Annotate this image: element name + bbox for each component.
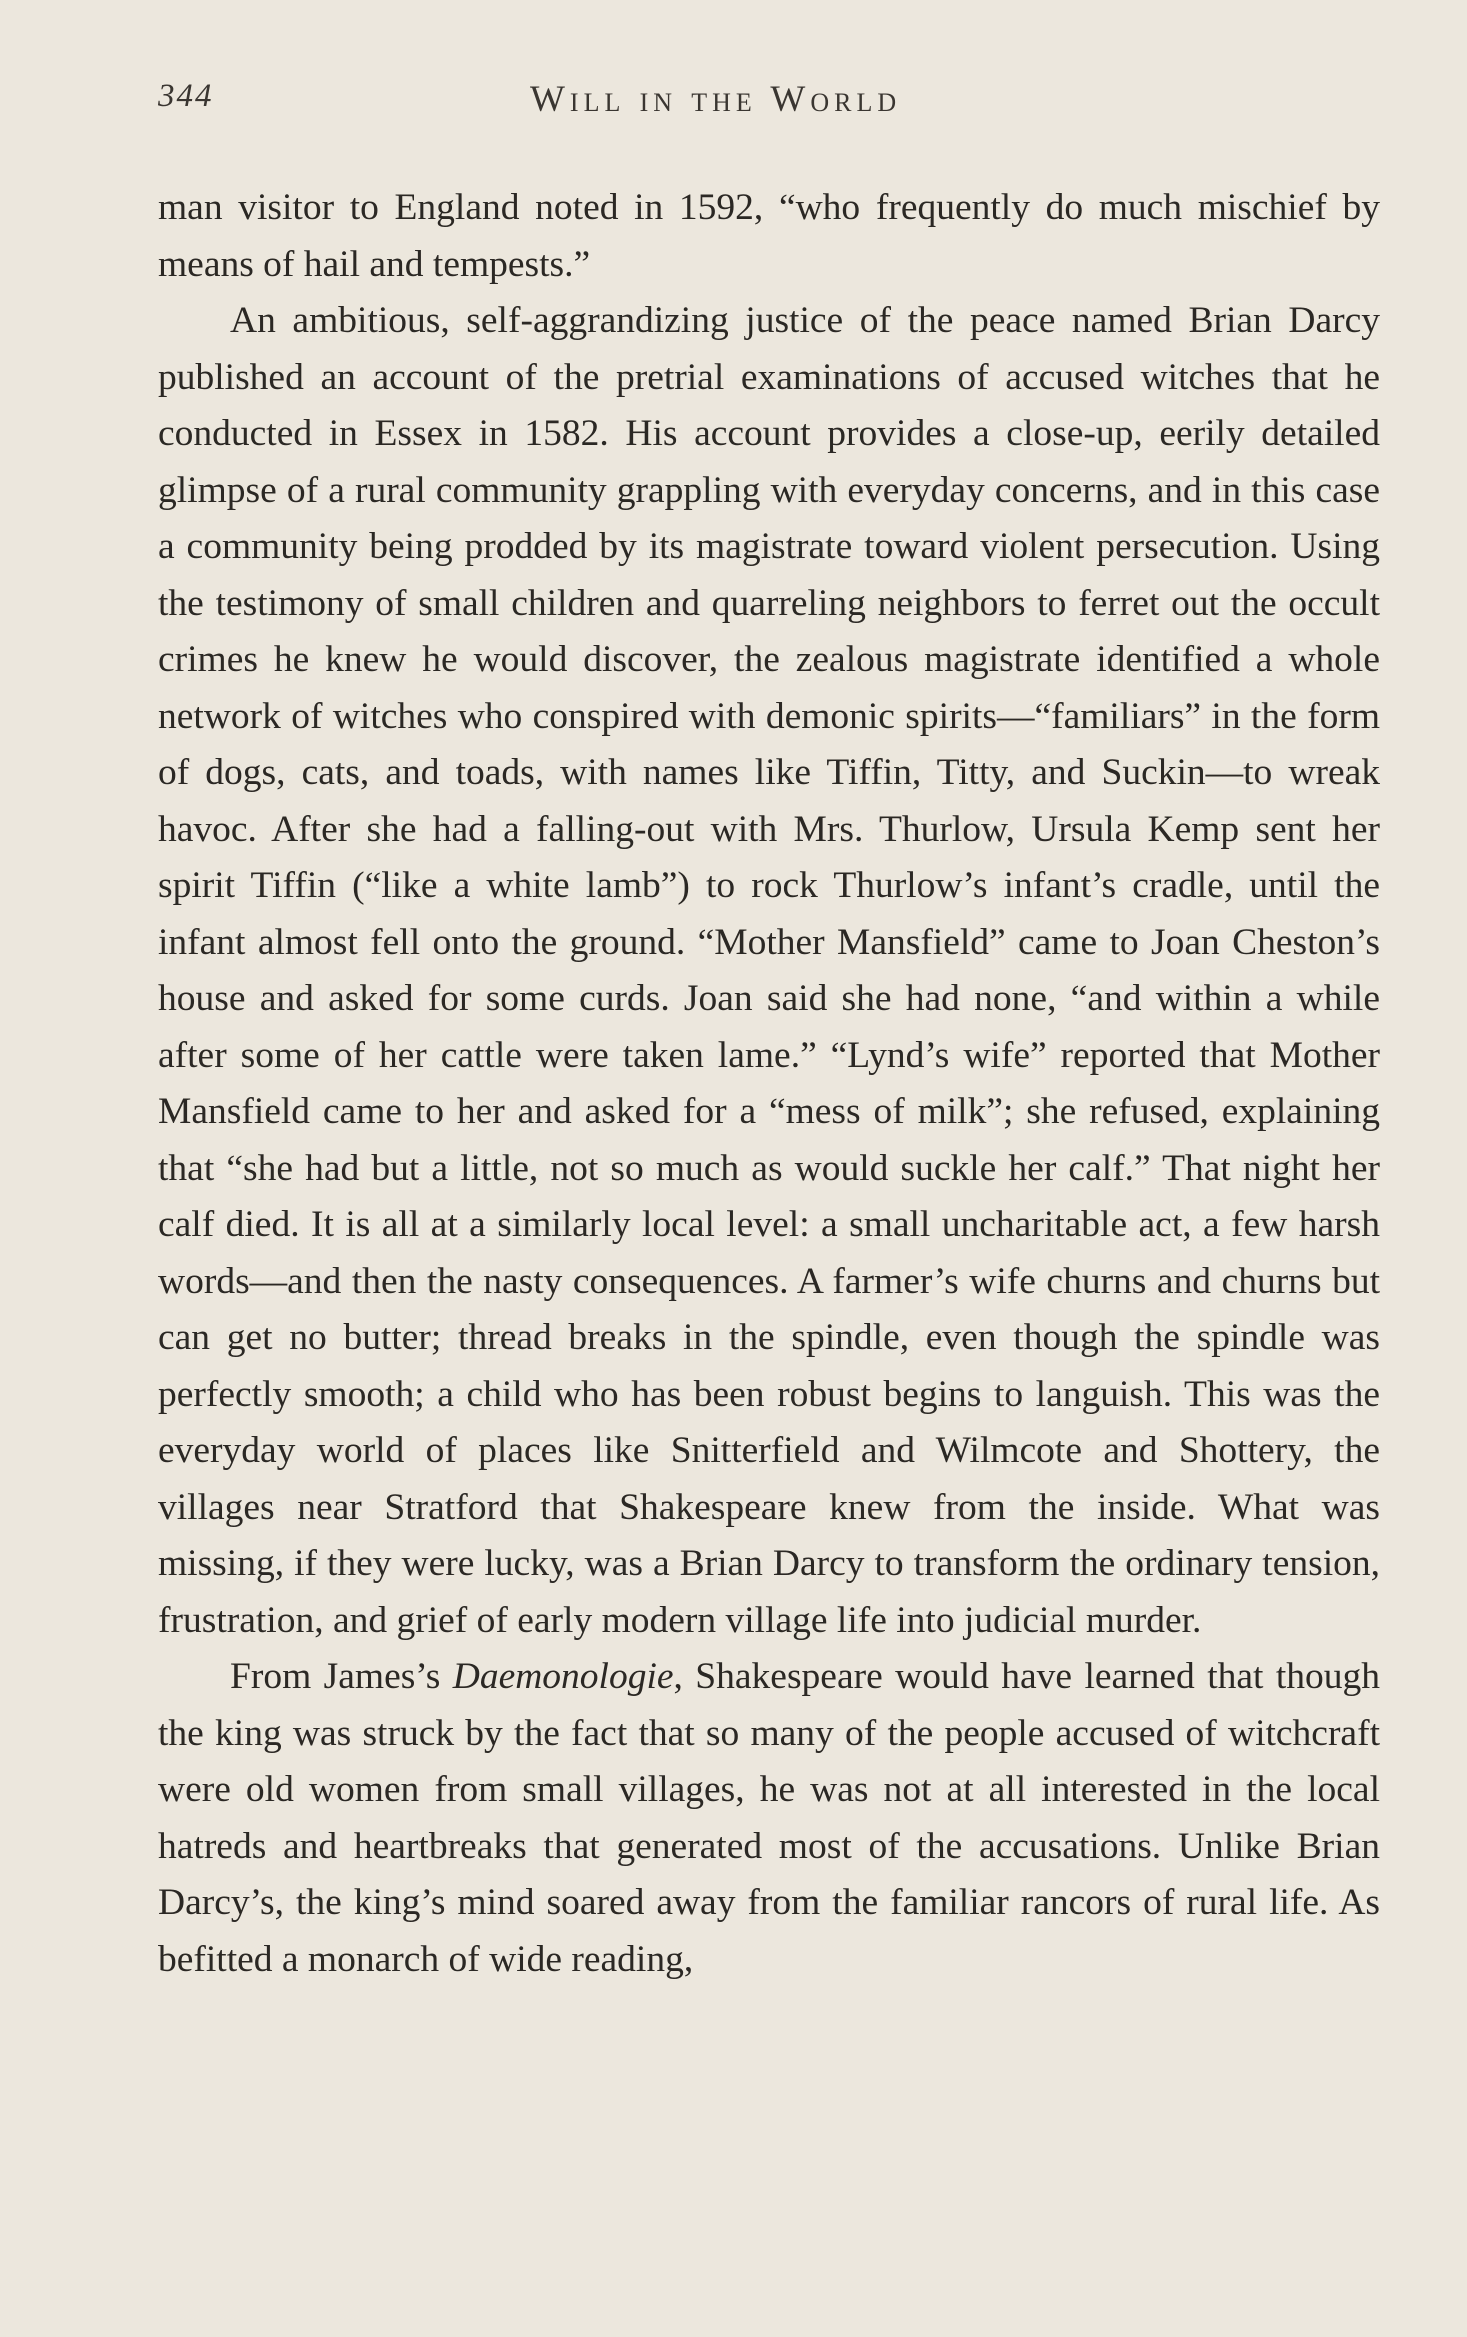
paragraph-daemonologie [158, 1649, 1380, 1988]
paragraph-lead-text: From James’s [230, 1656, 453, 1697]
running-head [158, 78, 1380, 128]
paragraph-continued: man visitor to England noted in 1592, “who frequently do much mischief by means of hail and tempests.” [158, 187, 1380, 285]
paragraph-brian-darcy: An ambitious, self-aggrandizing justice of the peace named Brian Darcy published an account of the pretrial examinations of accused witches that he conducted in Essex in 1582. His account provides a close-up, eerily detailed glimpse of a rural community grappling with everyday concerns, and in this case a community being prodded by its magistrate toward violent persecution. Using the testimony of small children and quarreling neighbors to ferret out the occult crimes he knew he would discover, the zealous magistrate identified a whole network of witches who conspired with demonic spirits—“familiars” in the form of dogs, cats, and toads, with names like Tiffin, Titty, and Suckin—to wreak havoc. After she had a falling-out with Mrs. Thurlow, Ursula Kemp sent her spirit Tiffin (“like a white lamb”) to rock Thurlow’s infant’s cradle, until the infant almost fell onto the ground. “Mother Mansfield” came to Joan Cheston’s house and asked for some curds. Joan said she had none, “and within a while after some of her cattle were taken lame.” “Lynd’s wife” reported that Mother Mansfield came to her and asked for a “mess of milk”; she refused, explaining that “she had but a little, not so much as would suckle her calf.” That night her calf died. It is all at a similarly local level: a small uncharitable act, a few harsh words—and then the nasty consequences. A farmer’s wife churns and churns but can get no butter; thread breaks in the spindle, even though the spindle was perfectly smooth; a child who has been robust begins to languish. This was the everyday world of places like Snitterfield and Wilmcote and Shottery, the villages near Stratford that Shakespeare knew from the inside. What was missing, if they were lucky, was a Brian Darcy to transform the ordinary tension, frustration, and grief of early modern village life into judicial murder. [158, 300, 1380, 1641]
running-title: Will in the World [530, 79, 902, 120]
paragraph-body-text: , Shakespeare would have learned that though the king was struck by the fact that so many of the people accused of witchcraft were old women from small villages, he was not at all interested in the local hatreds and heartbreaks that generated most of the accusations. Unlike Brian Darcy’s, the king’s mind soared away from the familiar rancors of rural life. As befitted a monarch of wide reading, [158, 1656, 1381, 1980]
book-title-italic: Daemonologie [452, 1656, 674, 1697]
body-text [158, 180, 1380, 1988]
page-number: 344 [158, 78, 214, 114]
